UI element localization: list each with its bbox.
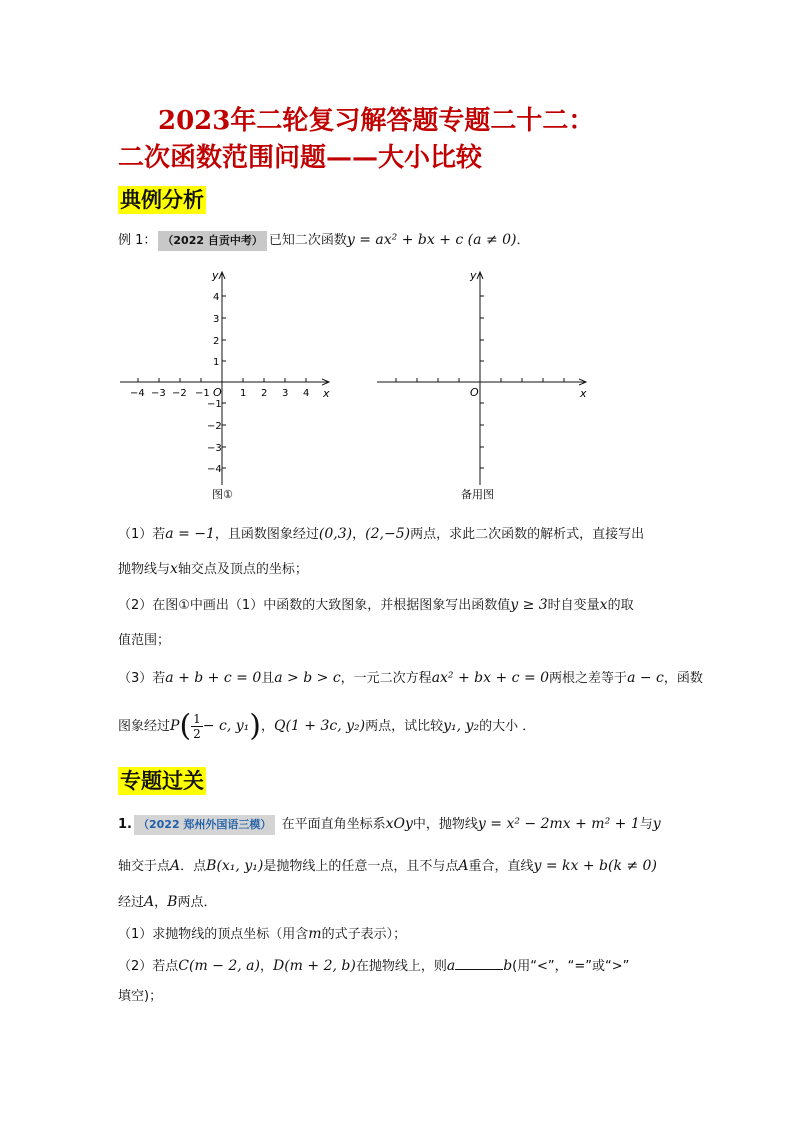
- y-tick-label: −3: [207, 443, 222, 454]
- x-tick-label: −1: [195, 388, 210, 399]
- coordinate-graph-1: [118, 265, 348, 505]
- y-tick-label: −4: [207, 464, 222, 475]
- y-tick-label: 3: [213, 314, 220, 325]
- origin-label: O: [213, 386, 222, 399]
- x-tick-label: 3: [282, 388, 289, 399]
- x-tick-label: 4: [303, 388, 310, 399]
- y-axis-label: y: [470, 269, 477, 282]
- x-tick-label: −2: [172, 388, 187, 399]
- x-axis-label: x: [580, 387, 587, 400]
- source-tag: （2022 自贡中考）: [158, 231, 266, 251]
- y-tick-label: −2: [207, 421, 222, 432]
- y-tick-label: 1: [213, 357, 220, 368]
- question-3-line-2: 图象经过P( $\frac{1}{2}$ − c, y₁)，Q(1 + 3c, y₂)两点，试比较y₁, y₂的大小 ．: [118, 708, 536, 744]
- answer-blank[interactable]: [455, 955, 503, 970]
- question-3-line-1: （3）若a + b + c = 0且a > b > c，一元二次方程ax² + bx + c = 0两根之差等于a − c，函数: [118, 670, 703, 686]
- graph-1-caption: 图①: [212, 488, 233, 501]
- graph-2-caption: 备用图: [461, 488, 494, 501]
- problem-1-line-2: 轴交于点A．点B(x₁, y₁)是抛物线上的任意一点，且不与点A重合，直线y = kx + b(k ≠ 0): [118, 858, 657, 874]
- question-1-line-2: 抛物线与x轴交点及顶点的坐标；: [118, 561, 308, 577]
- x-tick-label: −4: [130, 388, 145, 399]
- example-text: 已知二次函数: [268, 233, 347, 248]
- problem-1-sub-2: （2）若点C(m − 2, a)，D(m + 2, b)在抛物线上，则a b(用“<”，“=”或“>”: [118, 955, 629, 977]
- y-axis-label: y: [212, 269, 219, 282]
- function-expression: y = ax² + bx + c (a ≠ 0): [346, 232, 517, 248]
- question-1-line-1: （1）若a = −1，且函数图象经过(0,3)，(2,−5)两点，求此二次函数的解析式，直接写出: [118, 526, 645, 542]
- x-tick-label: 1: [240, 388, 247, 399]
- x-tick-label: 2: [261, 388, 268, 399]
- section-header-practice: 专题过关: [120, 768, 204, 793]
- title-line-2: 二次函数范围问题——大小比较: [118, 143, 483, 173]
- problem-1-sub-2-line-2: 填空)；: [118, 989, 163, 1004]
- problem-1-sub-1: （1）求抛物线的顶点坐标（用含m的式子表示）；: [118, 926, 407, 942]
- fraction-one-half: $\frac{1}{2}$: [193, 712, 201, 741]
- example-label: 例 1：: [118, 233, 157, 248]
- y-tick-label: 2: [213, 336, 220, 347]
- x-axis-label: x: [323, 387, 330, 400]
- question-2-line-1: （2）在图①中画出（1）中函数的大致图象，并根据图象写出函数值y ≥ 3时自变量x的取: [118, 597, 634, 613]
- y-tick-label: −1: [207, 399, 222, 410]
- source-tag: （2022 郑州外国语三模）: [134, 815, 275, 835]
- problem-1-line-1: 1. （2022 郑州外国语三模） 在平面直角坐标系xOy中，抛物线y = x² − 2mx + m² + 1与y: [118, 814, 661, 835]
- section-header-examples: 典例分析: [120, 187, 204, 212]
- example-1-statement: 例 1： （2022 自贡中考） 已知二次函数y = ax² + bx + c (a ≠ 0)．: [118, 230, 530, 251]
- question-2-line-2: 值范围；: [118, 633, 171, 648]
- x-tick-label: −3: [151, 388, 166, 399]
- title-line-1: 2023年二轮复习解答题专题二十二：: [158, 106, 595, 136]
- y-tick-label: 4: [213, 292, 220, 303]
- problem-1-line-3: 经过A，B两点．: [118, 894, 217, 910]
- coordinate-graph-2: [375, 265, 595, 505]
- origin-label: O: [470, 386, 479, 399]
